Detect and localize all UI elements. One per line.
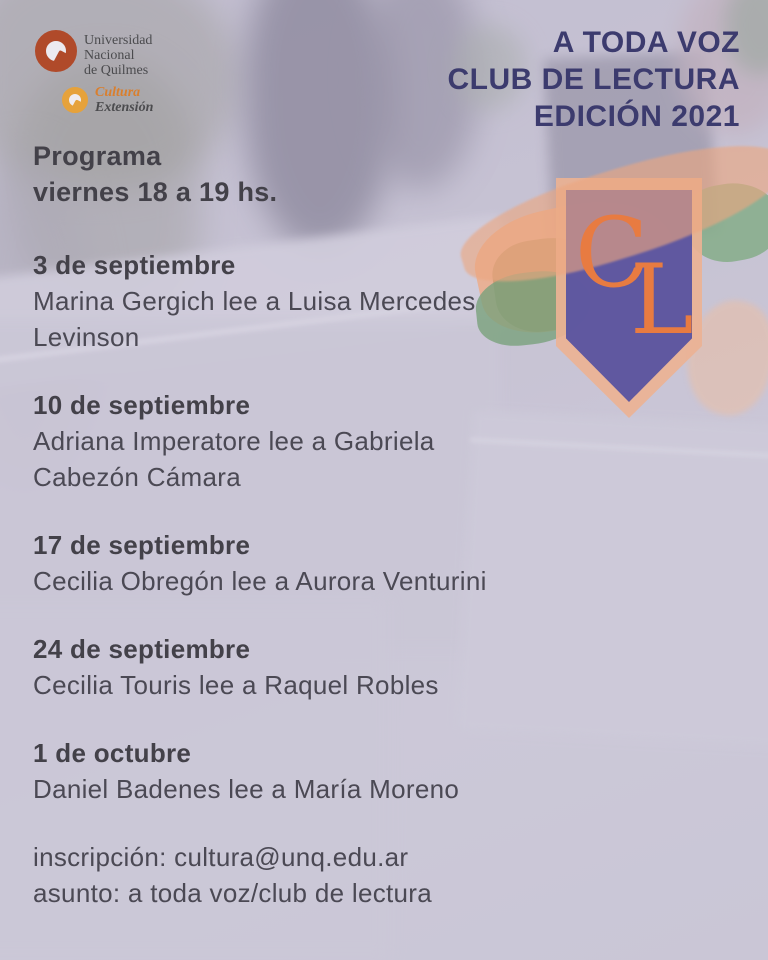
badge-letter-l: L [630, 244, 694, 356]
session-reading-line: Marina Gergich lee a Luisa Mercedes [33, 286, 476, 316]
unq-logo [35, 30, 153, 115]
session-4 [33, 631, 553, 703]
unq-logo-university-row [35, 30, 153, 78]
session-1 [33, 247, 553, 355]
program-heading: Programa [33, 141, 162, 171]
cultura-extension-label [95, 85, 153, 115]
title-line-1: A TODA VOZ [552, 26, 740, 59]
extension-label: Extensión [95, 100, 154, 115]
session-3 [33, 527, 553, 599]
session-2 [33, 387, 553, 495]
session-date: 24 de septiembre [33, 634, 251, 664]
session-reading-line: Adriana Imperatore lee a Gabriela [33, 426, 435, 456]
cultura-q-icon [62, 87, 88, 113]
session-date: 10 de septiembre [33, 390, 251, 420]
program-header [33, 138, 553, 210]
session-reading-line: Cecilia Obregón lee a Aurora Venturini [33, 566, 487, 596]
session-reading-line: Levinson [33, 322, 140, 352]
session-reading-line: Cecilia Touris lee a Raquel Robles [33, 670, 439, 700]
session-date: 17 de septiembre [33, 530, 251, 560]
contact-inscription: inscripción: cultura@unq.edu.ar [33, 842, 409, 872]
session-5 [33, 735, 553, 807]
unq-logo-cultura-row [62, 85, 153, 115]
unq-q-icon [35, 30, 77, 72]
session-reading-line: Cabezón Cámara [33, 462, 241, 492]
session-date: 1 de octubre [33, 738, 192, 768]
title-line-3: EDICIÓN 2021 [533, 100, 740, 133]
badge-letter-c: C [575, 197, 649, 309]
cultura-label: Cultura [95, 85, 141, 100]
unq-name-line3: de Quilmes [84, 63, 149, 78]
poster-title [448, 24, 741, 135]
unq-name-line2: Nacional [84, 48, 135, 63]
contact-subject: asunto: a toda voz/club de lectura [33, 878, 433, 908]
session-reading-line: Daniel Badenes lee a María Moreno [33, 774, 460, 804]
session-date: 3 de septiembre [33, 250, 236, 280]
program-schedule: viernes 18 a 19 hs. [33, 177, 278, 207]
unq-university-name [84, 30, 152, 78]
unq-name-line1: Universidad [84, 33, 153, 48]
contact-block [33, 839, 553, 911]
program-content [33, 138, 553, 911]
title-line-2: CLUB DE LECTURA [447, 63, 740, 96]
